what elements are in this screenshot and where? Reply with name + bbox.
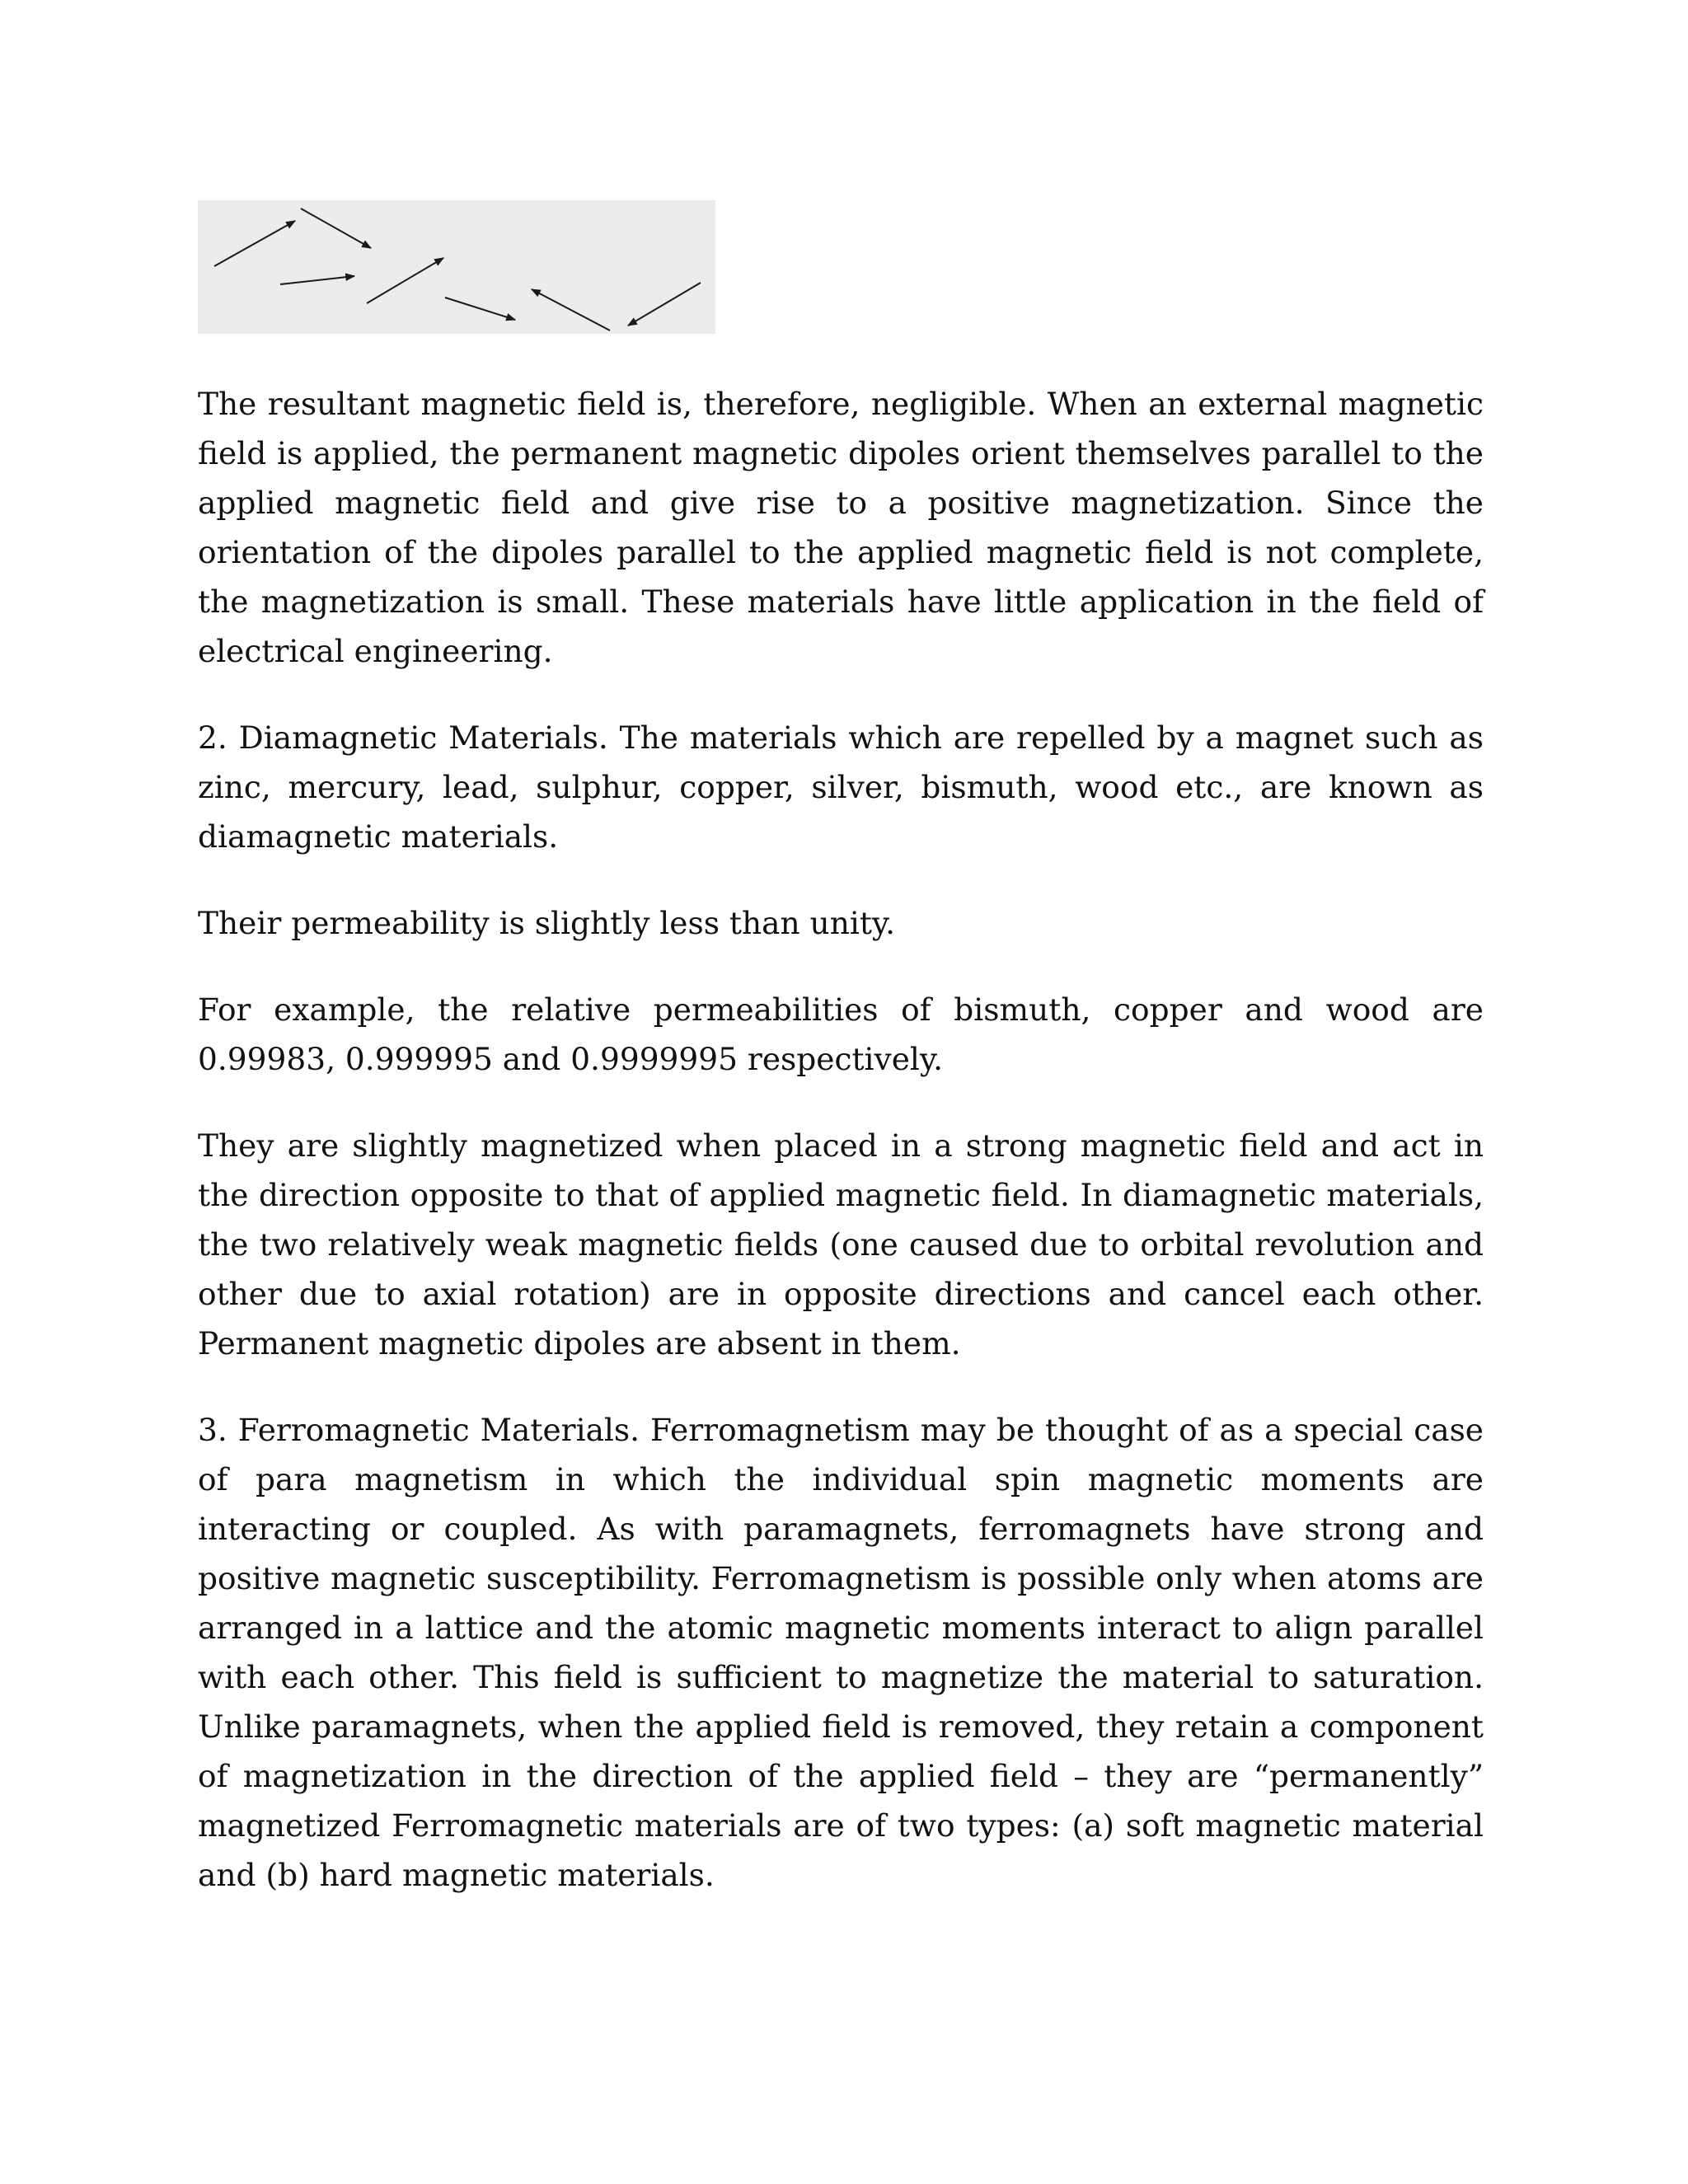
dipole-arrow — [301, 209, 371, 248]
dipole-arrows-icon — [198, 200, 715, 334]
magnetic-dipoles-figure — [198, 200, 715, 334]
dipole-arrow — [445, 298, 515, 320]
dipole-arrow — [532, 289, 610, 330]
paragraph-example-permeabilities: For example, the relative permeabilities of bismuth, copper and wood are 0.99983, 0.999995 and 0.9999995 respectively. — [198, 991, 1484, 1077]
dipole-arrow — [628, 283, 701, 326]
dipole-arrow — [280, 276, 354, 284]
dipole-arrow — [367, 258, 443, 303]
dipole-arrow — [214, 221, 295, 266]
paragraph-paramagnetic-continued: The resultant magnetic field is, therefore, negligible. When an external magnetic field is applied, the permanent magnetic dipoles orient themselves parallel to the applied magnetic field and give rise to a positive magnetization. Since the orientation of the dipoles parallel to the applied magnetic field is not complete, the magnetization is small. These materials have little application in the field of electrical engineering. — [198, 386, 1484, 669]
paragraph-diamagnetic-heading: 2. Diamagnetic Materials. The materials which are repelled by a magnet such as zinc, mercury, lead, sulphur, copper, silver, bismuth, wood etc., are known as diamagnetic materials. — [198, 719, 1484, 855]
paragraph-ferromagnetic: 3. Ferromagnetic Materials. Ferromagnetism may be thought of as a special case of para magnetism in which the individual spin magnetic moments are interacting or coupled. As with paramagnets, ferromagnets have strong and positive magnetic susceptibility. Ferromagnetism is possible only when atoms are arranged in a lattice and the atomic magnetic moments interact to align parallel with each other. This field is sufficient to magnetize the material to saturation. Unlike paramagnets, when the applied field is removed, they retain a component of magnetization in the direction of the applied field – they are “permanently” magnetized Ferromagnetic materials are of two types: (a) soft magnetic material and (b) hard magnetic materials. — [198, 1412, 1484, 1893]
paragraph-permeability: Their permeability is slightly less than unity. — [198, 905, 896, 941]
document-page — [198, 200, 1484, 1900]
paragraph-diamagnetic-behavior: They are slightly magnetized when placed in a strong magnetic field and act in the direction opposite to that of applied magnetic field. In diamagnetic materials, the two relatively weak magnetic fields (one caused due to orbital revolution and other due to axial rotation) are in opposite directions and cancel each other. Permanent magnetic dipoles are absent in them. — [198, 1127, 1484, 1361]
